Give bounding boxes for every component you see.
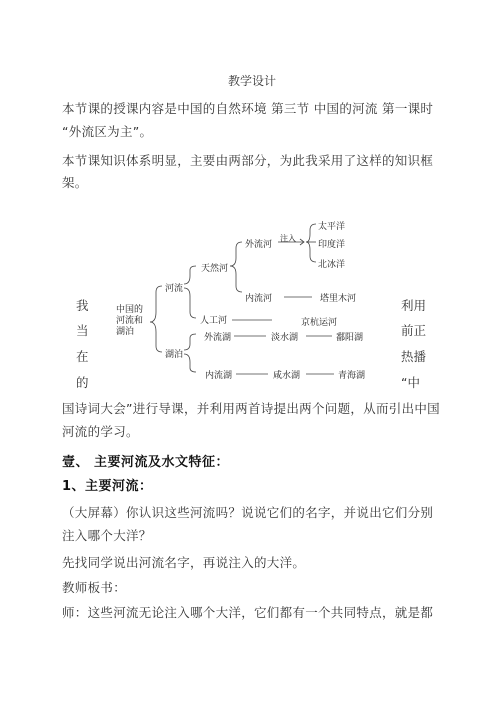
ocean-pacific: 太平洋 [318,222,346,232]
root-line-3: 湖泊 [116,327,135,337]
root-line-1: 中国的 [116,305,144,315]
poyang-lake-node: 鄱阳湖 [336,333,364,343]
root-node [116,305,143,338]
side-left-3: 在 [76,349,89,364]
side-right-2: 前正 [401,323,427,338]
side-left-1: 我 [76,298,89,313]
paragraph-5: 先找同学说出河流名字，再说注入的大洋。 [62,555,306,570]
page-title: 教学设计 [228,74,277,88]
paragraph-2-line-1: 本节课知识体系明显，主要由两部分，为此我采用了这样的知识框 [62,153,434,168]
paragraph-3-line-1: 国诗词大会”进行导课，并利用两首诗提出两个问题，从而引出中国 [62,401,440,416]
side-right-3: 热播 [401,349,427,364]
natural-river-node: 天然河 [201,264,229,274]
tarim-river-node: 塔里木河 [320,294,357,304]
qinghai-lake-node: 青海湖 [338,371,366,381]
freshwater-lake-node: 淡水湖 [271,333,299,343]
section-heading-2: 1、主要河流： [62,479,153,494]
side-right-1: 利用 [401,298,427,313]
ocean-indian: 印度洋 [318,240,346,250]
paragraph-4-line-1: （大屏幕）你认识这些河流吗？说说它们的名字，并说出它们分别 [62,505,434,520]
paragraph-4-line-2: 注入哪个大洋？ [62,528,152,543]
side-left-4: 的 [76,375,89,390]
paragraph-6: 教师板书： [62,580,127,595]
paragraph-7: 师：这些河流无论注入哪个大洋，它们都有一个共同特点，就是都 [62,605,434,620]
paragraph-3-line-2: 河流的学习。 [62,424,139,439]
exorheic-lake-node: 外流湖 [204,333,232,343]
paragraph-1-line-2: “外流区为主”。 [62,124,153,139]
root-line-2: 河流和 [116,316,144,326]
side-right-4: “中 [401,375,420,390]
paragraph-1-line-1: 本节课的授课内容是中国的自然环境 第三节 中国的河流 第一课时 [62,101,434,116]
endorheic-lake-node: 内流湖 [205,371,233,381]
knowledge-framework-diagram [108,212,398,382]
lakes-node: 湖泊 [165,350,184,360]
endorheic-river-node: 内流河 [245,294,273,304]
exorheic-river-node: 外流河 [245,240,273,250]
grand-canal-node: 京杭运河 [301,318,338,328]
paragraph-2-line-2: 架。 [62,175,88,190]
section-heading-1: 壹、 主要河流及水文特征： [62,455,230,470]
artificial-river-node: 人工河 [200,316,228,326]
rivers-node: 河流 [165,284,184,294]
side-left-2: 当 [76,323,89,338]
flows-into-label: 注入 [280,234,296,243]
ocean-arctic: 北冰洋 [318,260,346,270]
saltwater-lake-node: 咸水湖 [273,371,301,381]
